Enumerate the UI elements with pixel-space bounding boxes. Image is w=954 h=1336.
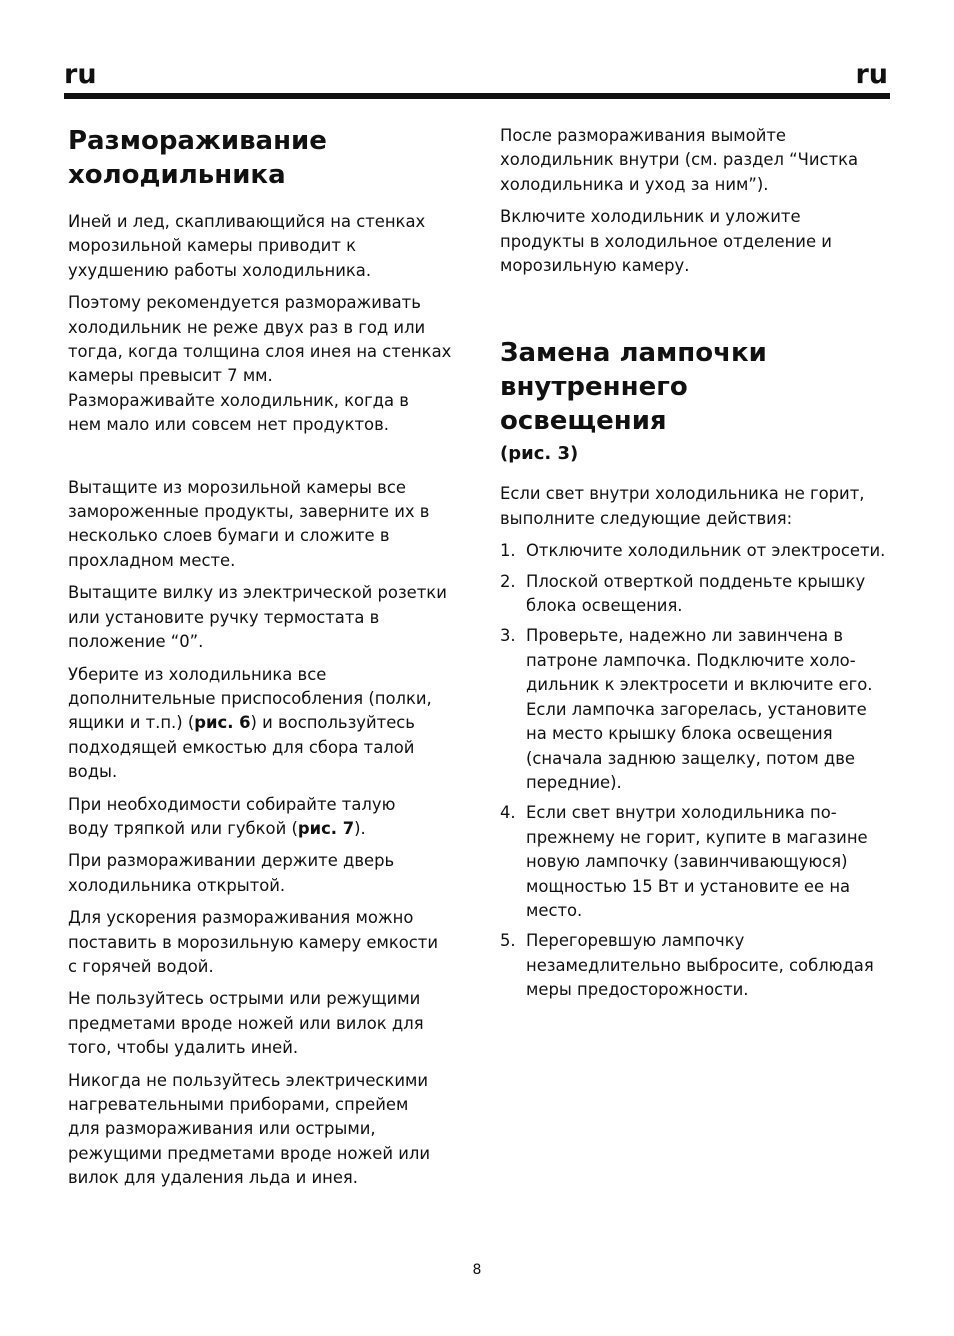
figure-subtitle: (рис. 3) <box>500 443 579 465</box>
step-number: 2. <box>500 571 516 591</box>
paragraph: Вытащите вилку из электрической розетки или установите ручку термостата в положение “0”. <box>68 583 447 652</box>
paragraph: Вытащите из морозильной камеры все замороженные продукты, заверните их в несколько слоев бумаги и сложите в прохладном месте. <box>68 477 430 570</box>
defrost-heading: Размораживание холодильника <box>68 126 327 190</box>
paragraph: Не пользуйтесь острыми или режущими предметами вроде ножей или вилок для того, чтобы удалить иней. <box>68 989 424 1058</box>
step-text: Плоской отверткой подденьте крышку блока освещения. <box>526 571 866 616</box>
step-number: 1. <box>500 541 516 561</box>
paragraph: Поэтому рекомендуется размораживать холодильник не реже двух раз в год или тогда, когда толщина слоя инея на стенках камеры превысит 7 мм. Размораживайте холодильник, когда в нем мало или совсем нет продуктов. <box>68 293 452 435</box>
paragraph: После размораживания вымойте холодильник внутри (см. раздел “Чистка холодильника и уход за ним”). <box>500 126 859 194</box>
right-column <box>500 124 900 1009</box>
step-number: 3. <box>500 626 516 646</box>
paragraph: Для ускорения размораживания можно поставить в морозильную камеру емкости с горячей водой. <box>68 908 438 976</box>
step-number: 5. <box>500 931 516 951</box>
step-text: Если свет внутри холодильника по- прежнему не горит, купите в магазине новую лампочку (завинчивающуюся) мощностью 15 Вт и установите ее на место. <box>526 803 868 920</box>
header-rule <box>64 93 890 99</box>
intro-paragraph: Если свет внутри холодильника не горит, выполните следующие действия: <box>500 484 865 528</box>
lamp-replacement-heading: Замена лампочки внутреннего освещения <box>500 338 767 437</box>
list-item <box>500 801 900 923</box>
paragraph: Никогда не пользуйтесь электрическими нагревательными приборами, спрейем для размораживания или острыми, режущими предметами вроде ножей или вилок для удаления льда и инея. <box>68 1070 431 1188</box>
list-item <box>500 624 900 795</box>
figure-reference: рис. 6 <box>194 713 251 733</box>
paragraph: Включите холодильник и уложите продукты в холодильное отделение и морозильную камеру. <box>500 207 832 276</box>
step-text: Отключите холодильник от электросети. <box>526 541 886 561</box>
step-text: Проверьте, надежно ли завинчена в патроне лампочка. Подключите холо- дильник к электросети и включите его. Если лампочка загорелась, установите на место крышку блока освещения (сначала заднюю защелку, потом две передние). <box>526 626 873 792</box>
language-label-left: ru <box>64 59 97 90</box>
paragraph: При размораживании держите дверь холодильника открытой. <box>68 851 395 895</box>
paragraph: Иней и лед, скапливающийся на стенках морозильной камеры приводит к ухудшению работы холодильника. <box>68 212 426 280</box>
paragraph-with-figure-ref <box>68 793 468 842</box>
figure-reference: рис. 7 <box>297 818 355 838</box>
page-number: 8 <box>472 1262 482 1278</box>
text-segment: При необходимости собирайте талую воду тряпкой или губкой ( <box>68 794 396 838</box>
list-item <box>500 570 900 619</box>
paragraph-with-figure-ref <box>68 663 468 785</box>
left-column <box>68 124 468 1199</box>
text-segment: ) и воспользуйтесь подходящей емкостью для сбора талой воды. <box>68 713 415 782</box>
step-number: 4. <box>500 803 516 823</box>
language-label-right: ru <box>855 59 888 90</box>
text-segment: ). <box>354 818 366 838</box>
steps-list <box>500 539 900 1002</box>
list-item <box>500 539 900 563</box>
step-text: Перегоревшую лампочку незамедлительно выбросите, соблюдая меры предосторожности. <box>526 931 874 1000</box>
text-segment: Уберите из холодильника все дополнительные приспособления (полки, ящики и т.п.) ( <box>68 664 432 733</box>
list-item <box>500 929 900 1002</box>
